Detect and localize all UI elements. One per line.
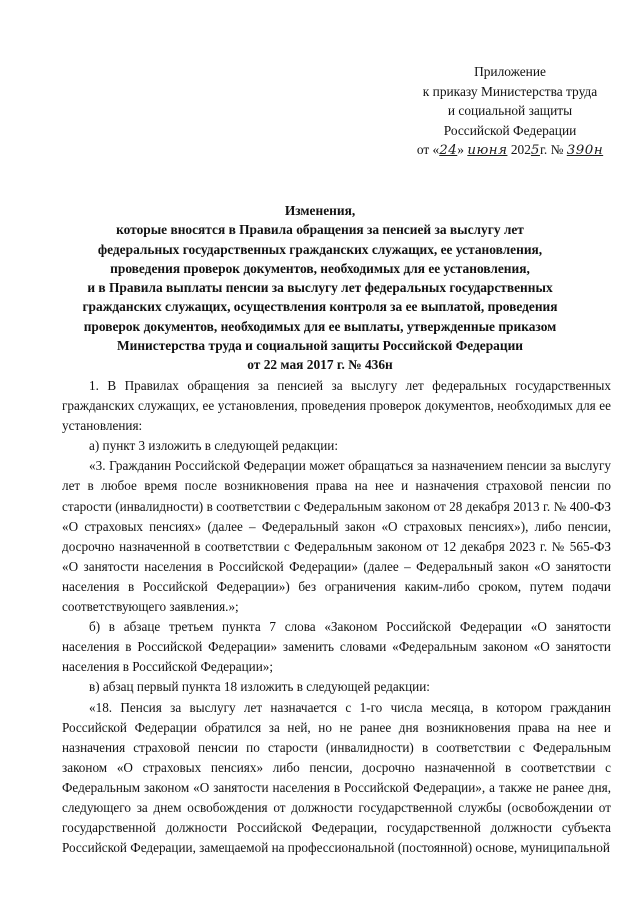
paragraph: «18. Пенсия за выслугу лет назначается с 1-го числа месяца, в котором гражданин Российской Федерации обратился за ней, но не ранее дня возникновения права на нее и назначения страховой пенсии по старости (инвалидности) в соответствии с Федеральным законом «О страховых пенсиях» либо пенсии, досрочно назначенной в соответствии с Федеральным законом «О занятости населения в Российской Федерации», а также не ранее дня, следующего за днем освобождения от должности государственной службы (освобождении от государственной должности Российской Федерации, государственной должности субъекта Российской Федерации, замещаемой на профессиональной (постоянной) основе, муниципальной <box>62 699 611 856</box>
title-line: Министерства труда и социальной защиты Российской Федерации <box>116 338 524 354</box>
title-line: гражданских служащих, осуществления контроля за ее выплатой, проведения <box>82 299 558 315</box>
title-line: Изменения, <box>284 203 356 218</box>
paragraph: 1. В Правилах обращения за пенсией за выслугу лет федеральных государственных гражданских служащих, ее установления, проведения проверок документов, необходимых для ее установления: <box>62 378 611 434</box>
annex-line: и социальной защиты <box>447 103 573 118</box>
paragraph: б) в абзаце третьем пункта 7 слова «Законом Российской Федерации «О занятости населения в Российской Федерации» заменить словами «Федеральным законом «О занятости населения в Российской Федерации»; <box>62 619 611 675</box>
title-line: которые вносятся в Правила обращения за пенсией за выслугу лет <box>116 222 524 238</box>
title-line: проведения проверок документов, необходимых для ее установления, <box>110 260 530 276</box>
handwritten-year-digit: 5 <box>530 143 540 158</box>
annex-header <box>392 62 628 161</box>
title-line: проверок документов, необходимых для ее выплаты, утвержденные приказом <box>83 318 557 334</box>
annex-line: к приказу Министерства труда <box>422 83 598 99</box>
handwritten-day: 24 <box>439 143 458 158</box>
annex-line: Российской Федерации <box>443 122 577 138</box>
paragraph: в) абзац первый пункта 18 изложить в следующей редакции: <box>89 679 430 695</box>
document-title <box>40 201 600 375</box>
title-line: федеральных государственных гражданских служащих, ее установления, <box>97 241 543 257</box>
paragraph: а) пункт 3 изложить в следующей редакции: <box>89 438 339 454</box>
annex-title: Приложение <box>474 64 546 79</box>
annex-date-line: от «24» июня 2025г. № 390н <box>416 142 604 158</box>
title-line: и в Правила выплаты пенсии за выслугу лет федеральных государственных <box>87 280 553 296</box>
handwritten-number: 390н <box>566 143 604 158</box>
handwritten-month: июня <box>467 143 508 158</box>
paragraph: «3. Гражданин Российской Федерации может обращаться за назначением пенсии за выслугу лет в любое время после возникновения права на нее и назначения страховой пенсии по старости (инвалидности) в соответствии с Федеральным законом от 28 декабря 2013 г. № 400-ФЗ «О страховых пенсиях» (далее – Федеральный закон «О страховых пенсиях»), либо пенсии, досрочно назначенной в соответствии с Федеральным законом от 12 декабря 2023 г. № 565-ФЗ «О занятости населения в Российской Федерации» (далее – Федеральный закон «О занятости населения в Российской Федерации») без ограничения каким-либо сроком, путем подачи соответствующего заявления.»; <box>62 458 611 615</box>
document-body <box>62 376 611 858</box>
title-line: от 22 мая 2017 г. № 436н <box>247 357 393 373</box>
